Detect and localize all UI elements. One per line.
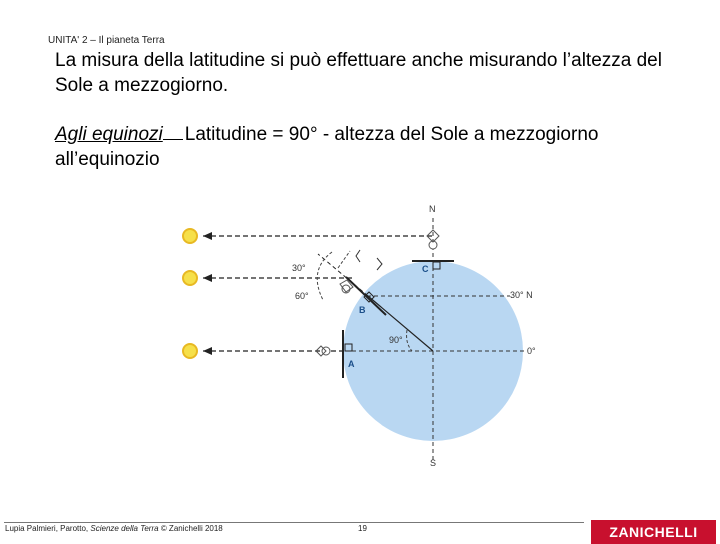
footer	[0, 510, 720, 540]
sun-2-icon	[183, 271, 197, 285]
unit-title: UNITA' 2 – Il pianeta Terra	[48, 35, 165, 46]
publisher-logo: ZANICHELLI	[591, 520, 716, 544]
angle-arc-30	[338, 251, 350, 268]
sun-1-icon	[183, 229, 197, 243]
label-a: A	[348, 359, 355, 369]
chevron-right-icon	[377, 258, 382, 270]
label-30n: 30° N	[510, 290, 533, 300]
label-equator: 0°	[527, 346, 536, 356]
chevron-left-icon	[356, 250, 360, 262]
label-c: C	[422, 264, 429, 274]
label-b: B	[359, 305, 366, 315]
credits-authors: Lupia Palmieri, Parotto,	[5, 524, 89, 533]
footer-rule	[4, 522, 584, 523]
angle-arc-60	[317, 252, 332, 300]
credits-publisher: © Zanichelli 2018	[160, 524, 223, 533]
ray-2-arrowhead	[203, 274, 212, 282]
ray-1-arrowhead	[203, 232, 212, 240]
equinox-lead: Agli equinozi	[55, 124, 163, 145]
label-north: N	[429, 204, 436, 214]
intro-paragraph: La misura della latitudine si può effettuare anche misurando l’altezza del Sole a mezzogiorno.	[55, 50, 662, 96]
label-south: S	[430, 458, 437, 468]
sun-3-icon	[183, 344, 197, 358]
ray-3-arrowhead	[203, 347, 212, 355]
equinox-formula: Latitudine = 90° - altezza del Sole a mezzogiorno all’equinozio	[55, 124, 599, 170]
label-angle-60: 60°	[295, 291, 309, 301]
label-angle-30: 30°	[292, 263, 306, 273]
page-number: 19	[358, 524, 367, 533]
label-angle-90: 90°	[389, 335, 403, 345]
credits	[5, 524, 223, 533]
credits-book: Scienze della Terra	[90, 524, 159, 533]
